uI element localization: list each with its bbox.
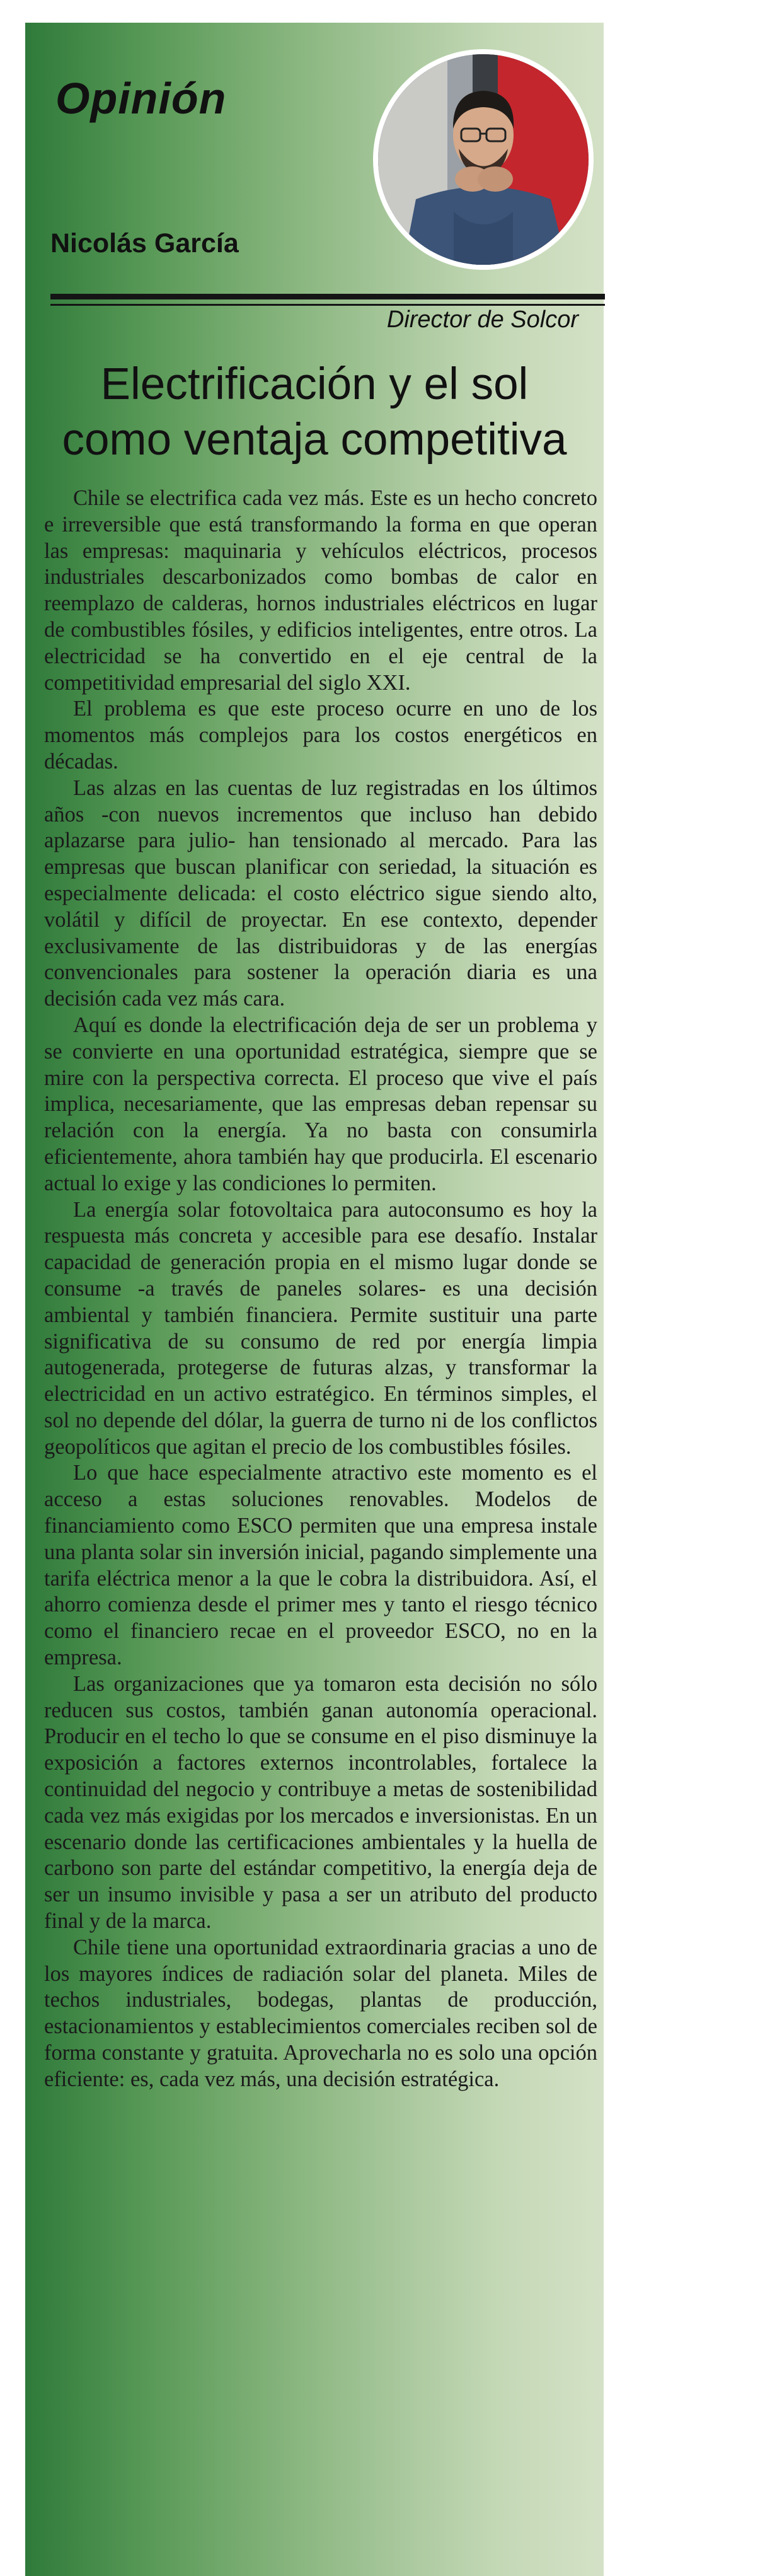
- author-role: Director de Solcor: [386, 306, 578, 333]
- article-paragraph: Las organizaciones que ya tomaron esta decisión no sólo reducen sus costos, también ganan autonomía operacional. Producir en el techo lo que se consume en el piso disminuye la exposición a factores externos incontrolables, fortalece la continuidad del negocio y contribuye a metas de sostenibilidad cada vez más exigidas por los mercados e inversionistas. En un escenario donde las certificaciones ambientales y la huella de carbono son parte del estándar competitivo, la energía deja de ser un insumo invisible y pasa a ser un atributo del producto final y de la marca.: [44, 1671, 597, 1934]
- header-divider: [50, 294, 605, 299]
- article-paragraph: Lo que hace especialmente atractivo este momento es el acceso a estas soluciones renovables. Modelos de financiamiento como ESCO permiten que una empresa instale una planta solar sin inversión inicial, pagando simplemente una tarifa eléctrica menor a la que le cobra la distribuidora. Así, el ahorro comienza desde el primer mes y tanto el riesgo técnico como el financiero recae en el proveedor ESCO, no en la empresa.: [44, 1461, 597, 1670]
- section-label: Opinión: [55, 74, 227, 123]
- article-paragraph: Las alzas en las cuentas de luz registradas en los últimos años -con nuevos incrementos que incluso han debido aplazarse para julio- han tensionado al mercado. Para las empresas que buscan planificar con seriedad, la situación es especialmente delicada: el costo eléctrico sigue siendo alto, volátil y difícil de proyectar. En ese contexto, depender exclusivamente de las distribuidoras y de las energías convencionales para sostener la operación diaria es una decisión cada vez más cara.: [44, 775, 597, 1011]
- opinion-panel: [25, 23, 604, 2576]
- headline-line-1: Electrificación y el sol: [100, 359, 529, 409]
- article-paragraph: La energía solar fotovoltaica para autoconsumo es hoy la respuesta más concreta y accesible para ese desafío. Instalar capacidad de generación propia en el mismo lugar donde se consume -a través de paneles solares- es una decisión ambiental y también financiera. Permite sustituir una parte significativa de su consumo de red por energía limpia autogenerada, protegerse de futuras alzas, y transformar la electricidad en un activo estratégico. En términos simples, el sol no depende del dólar, la guerra de turno ni de los conflictos geopolíticos que agitan el precio de los combustibles fósiles.: [44, 1197, 597, 1459]
- author-name: Nicolás García: [50, 228, 239, 258]
- article-paragraph: Aquí es donde la electrificación deja de ser un problema y se convierte en una oportunidad estratégica, siempre que se mire con la perspectiva correcta. El proceso que vive el país implica, necesariamente, que las empresas deban repensar su relación con la energía. Ya no basta con consumirla eficientemente, ahora también hay que producirla. El escenario actual lo exige y las condiciones lo permiten.: [44, 1012, 597, 1195]
- author-portrait: [378, 54, 589, 265]
- article-headline: [32, 357, 597, 468]
- article-paragraph: El problema es que este proceso ocurre en uno de los momentos más complejos para los costos energéticos en décadas.: [44, 697, 597, 774]
- headline-line-2: como ventaja competitiva: [62, 415, 567, 465]
- header-divider-thin: [50, 304, 605, 306]
- article-paragraph: Chile tiene una oportunidad extraordinaria gracias a uno de los mayores índices de radiación solar del planeta. Miles de techos industriales, bodegas, plantas de producción, estacionamientos y establecimientos comerciales reciben sol de forma constante y gratuita. Aprovecharla no es solo una opción eficiente: es, cada vez más, una decisión estratégica.: [44, 1935, 597, 2091]
- article-body: [44, 485, 597, 2093]
- author-photo: [373, 49, 594, 270]
- article-paragraph: Chile se electrifica cada vez más. Este es un hecho concreto e irreversible que está transformando la forma en que operan las empresas: maquinaria y vehículos eléctricos, procesos industriales descarbonizados como bombas de calor en reemplazo de calderas, hornos industriales eléctricos en lugar de combustibles fósiles, y edificios inteligentes, entre otros. La electricidad se ha convertido en el eje central de la competitividad empresarial del siglo XXI.: [44, 486, 597, 695]
